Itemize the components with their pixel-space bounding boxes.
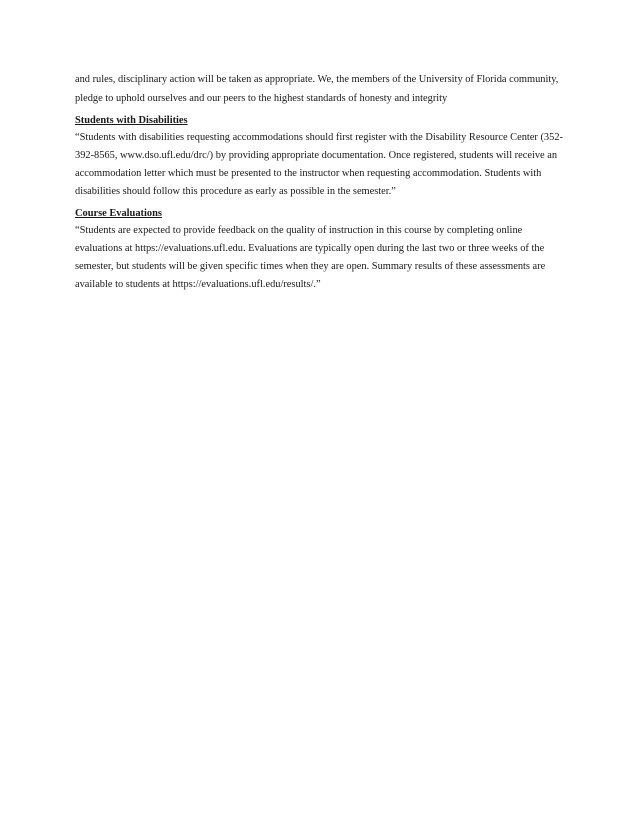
document-content [75,70,570,294]
disabilities-paragraph: “Students with disabilities requesting accommodations should first register with the Disability Resource Center (352-392-8565, www.dso.ufl.edu/drc/) by providing appropriate documentation. Once registered, students will receive an accommodation letter which must be presented to the instructor when requesting accommodation. Students with disabilities should follow this procedure as early as possible in the semester.” [75,132,563,197]
evaluations-section [75,205,570,294]
disabilities-section [75,112,570,201]
evaluations-heading: Course Evaluations [75,208,162,219]
disabilities-heading: Students with Disabilities [75,115,188,126]
evaluations-paragraph: “Students are expected to provide feedback on the quality of instruction in this course by completing online evaluations at https://evaluations.ufl.edu. Evaluations are typically open during the last two or three weeks of the semester, but students will be given specific times when they are open. Summary results of these assessments are available to students at https://evaluations.ufl.edu/results/.” [75,225,546,290]
integrity-paragraph: and rules, disciplinary action will be taken as appropriate. We, the members of the University of Florida community, pledge to uphold ourselves and our peers to the highest standards of honesty and integrity [75,74,559,104]
